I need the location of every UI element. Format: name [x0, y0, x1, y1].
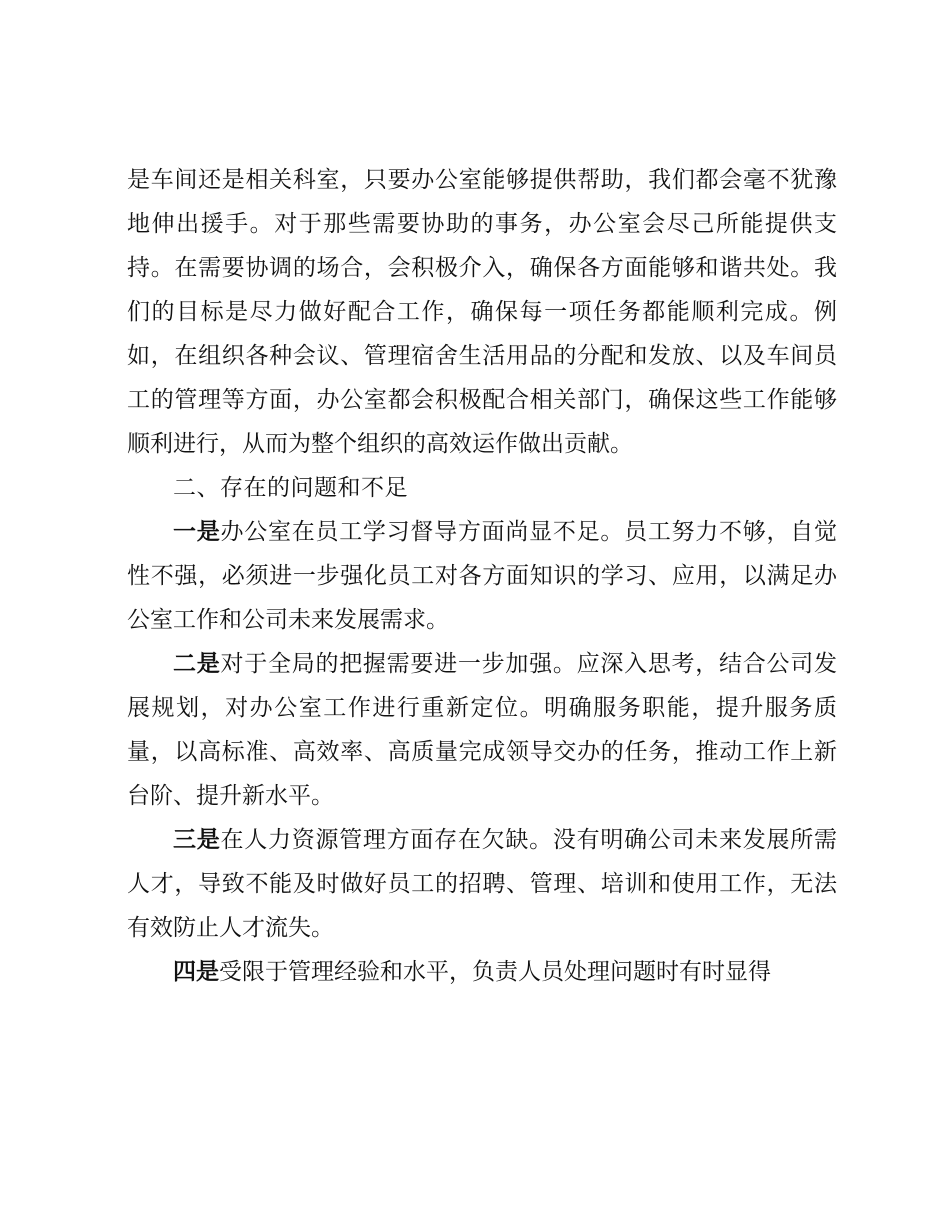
problem-item-1: [127, 510, 837, 642]
item-lead: 三是: [173, 827, 221, 853]
item-lead: 二是: [173, 651, 221, 677]
document-body: [127, 158, 837, 994]
item-text: 对于全局的把握需要进一步加强。应深入思考，结合公司发展规划，对办公室工作进行重新定位。明确服务职能，提升服务质量，以高标准、高效率、高质量完成领导交办的任务，推动工作上新台阶、提升新水平。: [127, 651, 838, 809]
problem-item-3: [127, 818, 837, 950]
item-text: 在人力资源管理方面存在欠缺。没有明确公司未来发展所需人才，导致不能及时做好员工的招聘、管理、培训和使用工作，无法有效防止人才流失。: [127, 827, 838, 941]
item-text: 办公室在员工学习督导方面尚显不足。员工努力不够，自觉性不强，必须进一步强化员工对各方面知识的学习、应用，以满足办公室工作和公司未来发展需求。: [127, 519, 838, 633]
item-lead: 四是: [173, 959, 219, 985]
item-lead: 一是: [173, 519, 221, 545]
section-heading: 二、存在的问题和不足: [173, 475, 408, 501]
continued-paragraph: 是车间还是相关科室，只要办公室能够提供帮助，我们都会毫不犹豫地伸出援手。对于那些需要协助的事务，办公室会尽己所能提供支持。在需要协调的场合，会积极介入，确保各方面能够和谐共处。我们的目标是尽力做好配合工作，确保每一项任务都能顺利完成。例如，在组织各种会议、管理宿舍生活用品的分配和发放、以及车间员工的管理等方面，办公室都会积极配合相关部门，确保这些工作能够顺利进行，从而为整个组织的高效运作做出贡献。: [127, 167, 837, 457]
item-text: 受限于管理经验和水平，负责人员处理问题时有时显得: [219, 959, 771, 985]
problem-item-4: [127, 950, 837, 994]
problem-item-2: [127, 642, 837, 818]
